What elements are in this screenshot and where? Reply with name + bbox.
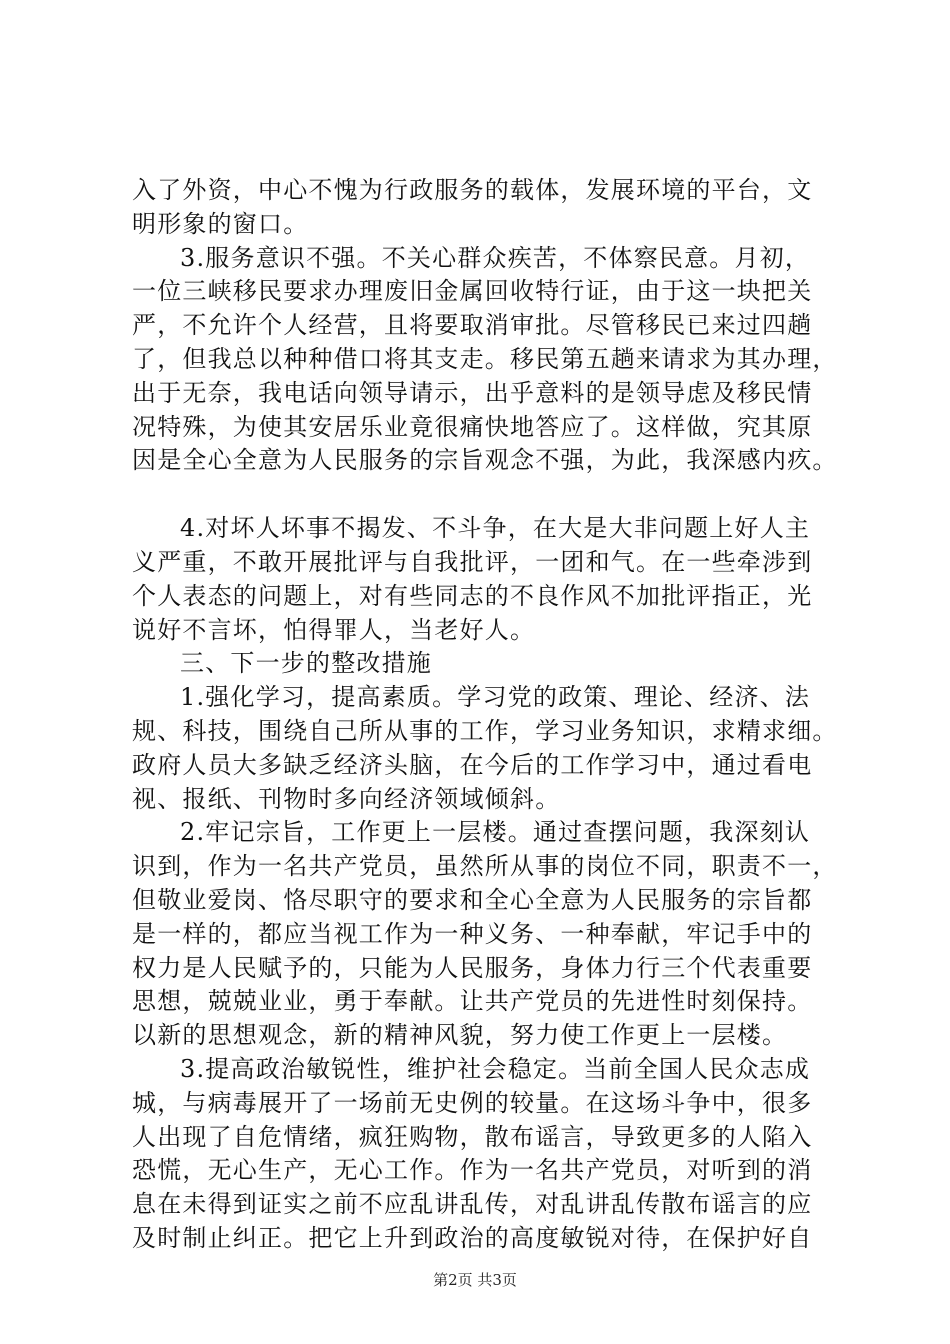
text-line: 一位三峡移民要求办理废旧金属回收特行证，由于这一块把关 (132, 277, 813, 306)
text-line: 明形象的窗口。 (132, 209, 309, 238)
text-line: 视、报纸、刊物时多向经济领域倾斜。 (132, 784, 561, 813)
text-line: 入了外资，中心不愧为行政服务的载体，发展环境的平台，文 (132, 176, 813, 204)
text-line: 识到，作为一名共产党员，虽然所从事的岗位不同，职责不一， (132, 852, 838, 881)
text-line: 权力是人民赋予的，只能为人民服务，身体力行三个代表重要 (132, 953, 813, 982)
text-line: 但敬业爱岗、恪尽职守的要求和全心全意为人民服务的宗旨都 (132, 885, 813, 914)
document-body (132, 174, 848, 1256)
text-line: 严，不允许个人经营，且将要取消审批。尽管移民已来过四趟 (132, 311, 813, 340)
text-line: 1.强化学习，提高素质。学习党的政策、理论、经济、法 (180, 683, 811, 712)
text-line: 义严重，不敢开展批评与自我批评，一团和气。在一些牵涉到 (132, 547, 813, 576)
text-line: 了，但我总以种种借口将其支走。移民第五趟来请求为其办理， (132, 344, 838, 373)
text-line: 况特殊，为使其安居乐业竟很痛快地答应了。这样做，究其原 (132, 412, 813, 441)
text-line: 以新的思想观念，新的精神风貌，努力使工作更上一层楼。 (132, 1021, 788, 1050)
text-line: 思想，兢兢业业，勇于奉献。让共产党员的先进性时刻保持。 (132, 987, 813, 1016)
text-line: 恐慌，无心生产，无心工作。作为一名共产党员，对听到的消 (132, 1156, 813, 1185)
paragraph-gap (132, 478, 848, 512)
text-line: 规、科技，围绕自己所从事的工作，学习业务知识，求精求细。 (132, 716, 838, 745)
text-line: 说好不言坏，怕得罪人，当老好人。 (132, 615, 536, 644)
text-line: 是一样的，都应当视工作为一种义务、一种奉献，牢记手中的 (132, 919, 813, 948)
text-line: 及时制止纠正。把它上升到政治的高度敏锐对待，在保护好自 (132, 1223, 813, 1252)
page-number-footer: 第2页 共3页 (433, 1271, 517, 1289)
text-line: 出于无奈，我电话向领导请示，出乎意料的是领导虑及移民情 (132, 378, 813, 407)
text-line: 人出现了自危情绪，疯狂购物，散布谣言，导致更多的人陷入 (132, 1122, 813, 1151)
text-line: 城，与病毒展开了一场前无史例的较量。在这场斗争中，很多 (132, 1088, 813, 1117)
text-line: 3.服务意识不强。不关心群众疾苦，不体察民意。月初， (180, 243, 811, 272)
text-line: 因是全心全意为人民服务的宗旨观念不强，为此，我深感内疚。 (132, 446, 838, 475)
text-line: 个人表态的问题上，对有些同志的不良作风不加批评指正，光 (132, 581, 813, 610)
text-line: 息在未得到证实之前不应乱讲乱传，对乱讲乱传散布谣言的应 (132, 1190, 813, 1219)
text-line: 2.牢记宗旨，工作更上一层楼。通过查摆问题，我深刻认 (180, 818, 811, 847)
text-line: 政府人员大多缺乏经济头脑，在今后的工作学习中，通过看电 (132, 750, 813, 779)
text-line: 3.提高政治敏锐性，维护社会稳定。当前全国人民众志成 (180, 1054, 811, 1083)
section-heading: 三、下一步的整改措施 (180, 649, 432, 678)
text-line: 4.对坏人坏事不揭发、不斗争，在大是大非问题上好人主 (180, 514, 811, 543)
